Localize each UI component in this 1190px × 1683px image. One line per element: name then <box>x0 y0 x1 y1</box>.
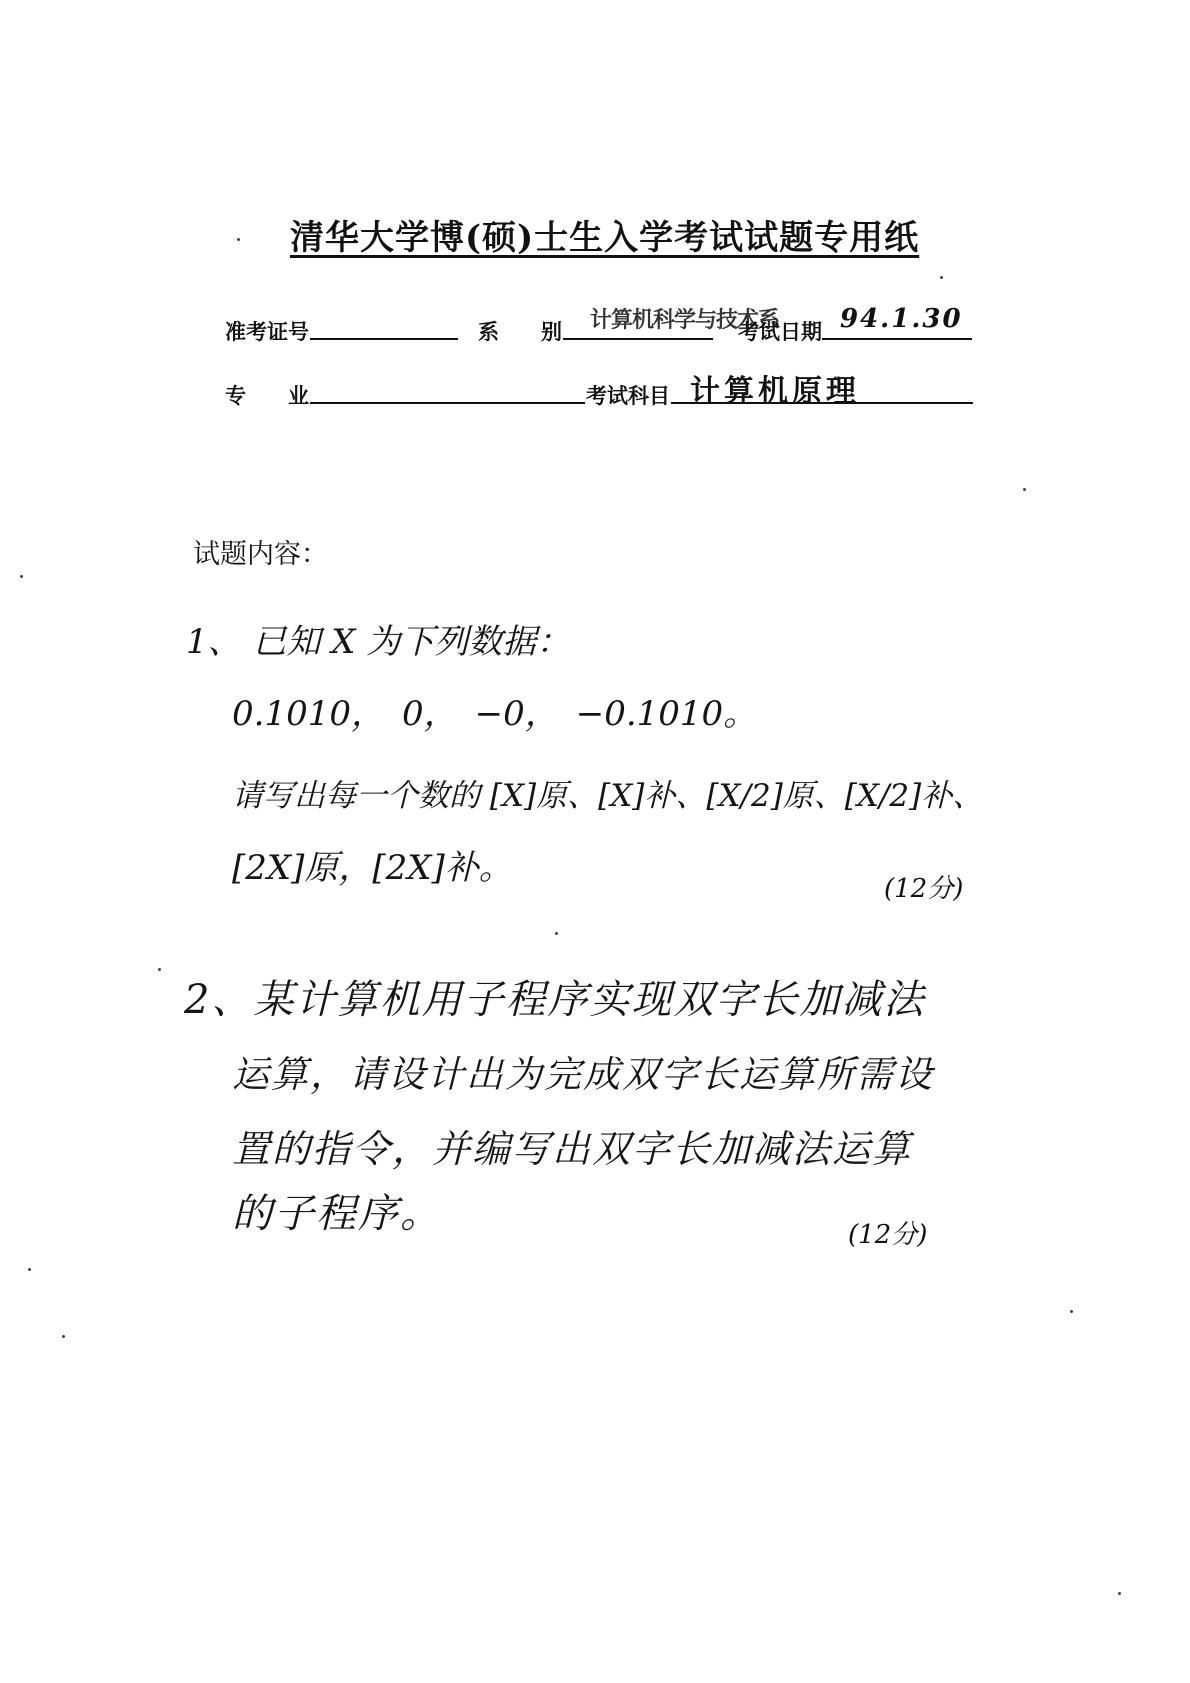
scan-speck <box>28 1268 31 1271</box>
q2-score: (12分) <box>848 1220 928 1250</box>
scan-speck <box>62 1335 65 1338</box>
q1-score: (12分) <box>884 874 964 904</box>
exam-date-value: 94.1.30 <box>840 304 963 334</box>
content-heading: 试题内容： <box>193 539 328 570</box>
department-label: 系 别 <box>478 320 562 344</box>
page-title: 清华大学博(硕)士生入学考试试题专用纸 <box>290 218 920 258</box>
scan-speck <box>1118 1592 1121 1595</box>
scan-speck <box>237 238 240 241</box>
scan-speck <box>158 968 161 971</box>
scan-speck <box>940 276 943 279</box>
department-stamp: 计算机科学与技术系 <box>590 308 780 333</box>
q2-line-2: 运算，请设计出为完成双字长运算所需设 <box>232 1053 934 1096</box>
department-line <box>563 338 713 340</box>
q2-line-4: 的子程序。 <box>232 1191 442 1237</box>
q1-line-3: 请写出每一个数的 [X]原、[X]补、[X/2]原、[X/2]补、 <box>232 778 984 814</box>
subject-label: 考试科目 <box>586 384 670 408</box>
q2-line-1: 2、某计算机用子程序实现双字长加减法 <box>184 977 926 1023</box>
q2-line-3: 置的指令，并编写出双字长加减法运算 <box>232 1127 913 1171</box>
q1-line-1: 1、 已知 X 为下列数据： <box>186 622 571 662</box>
scan-speck <box>1070 1310 1073 1313</box>
subject-value: 计算机原理 <box>690 374 860 409</box>
scan-speck <box>1023 488 1026 491</box>
exam-date-label: 考试日期 <box>738 320 822 344</box>
scan-speck <box>555 932 558 935</box>
q1-line-2: 0.1010， 0， −0， −0.1010。 <box>232 694 758 734</box>
scan-speck <box>20 575 23 578</box>
major-line <box>310 402 585 404</box>
major-label: 专 业 <box>225 384 309 408</box>
exam-id-label: 准考证号 <box>225 320 309 344</box>
exam-id-line <box>310 338 458 340</box>
q1-line-4: [2X]原，[2X]补。 <box>232 848 513 888</box>
exam-date-line <box>822 338 972 340</box>
